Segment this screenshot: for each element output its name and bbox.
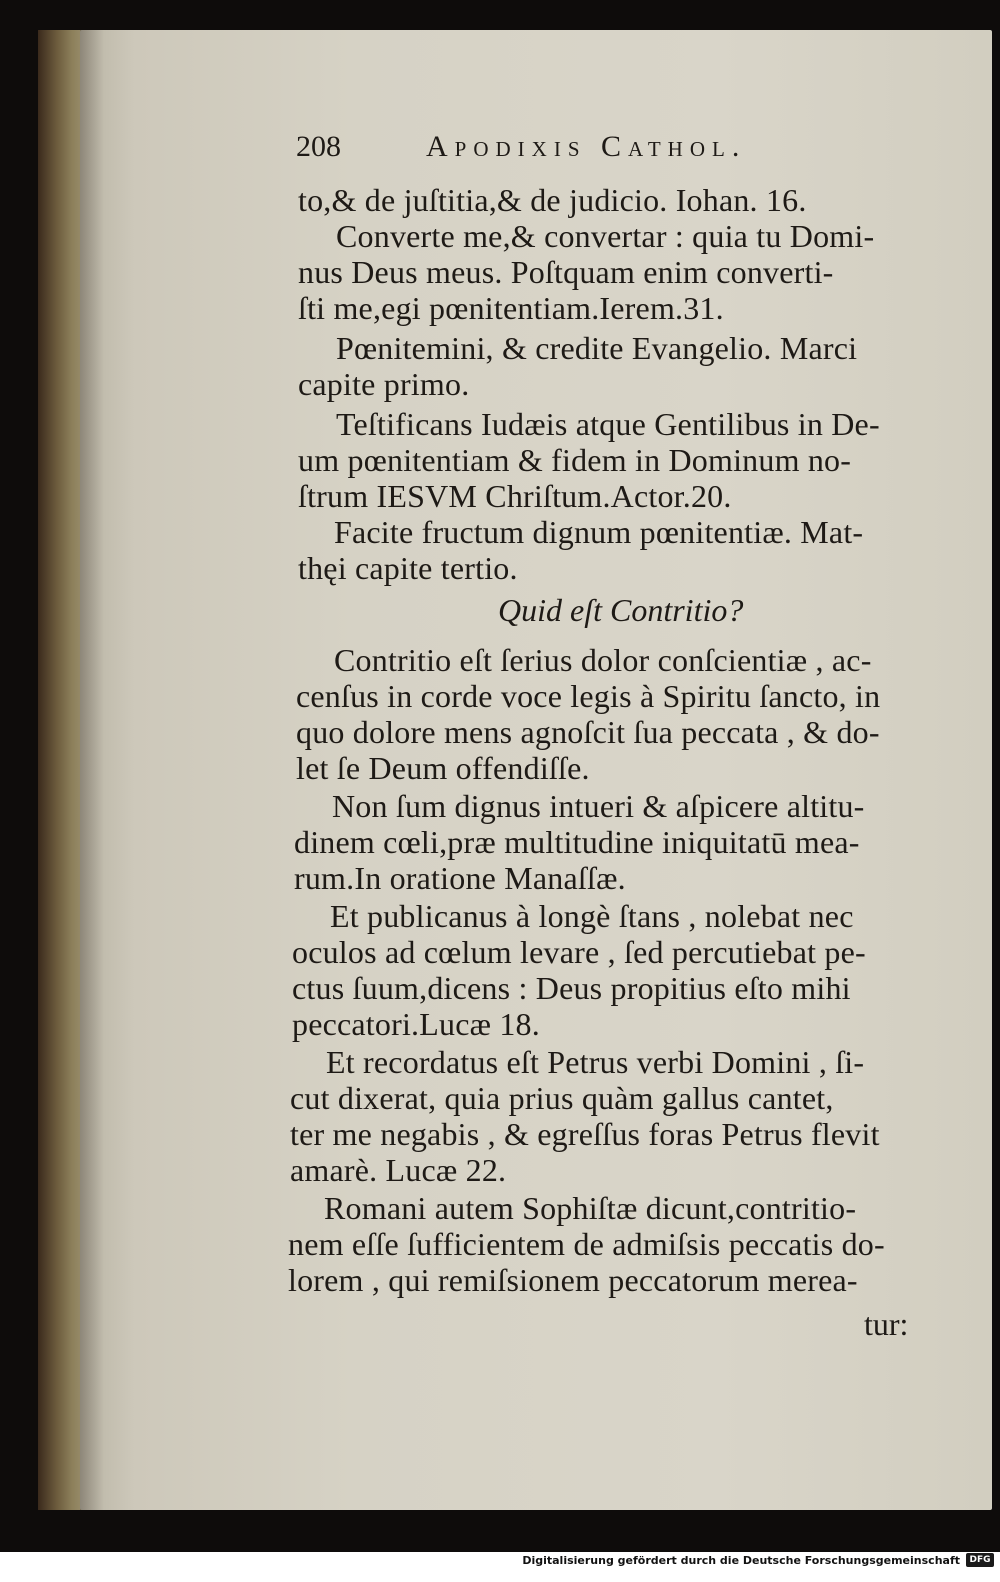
text-line: Non ſum dignus intueri & aſpicere altitu- [332, 788, 865, 824]
text-line: Converte me,& convertar : quia tu Domi- [336, 218, 875, 254]
text-line: ſtrum IESVM Chriſtum.Actor.20. [298, 478, 732, 514]
section-heading: Quid eſt Contritio? [498, 592, 744, 628]
text-line: Facite fructum dignum pœnitentiæ. Mat- [334, 514, 864, 550]
running-title: Apodixis Cathol. [426, 130, 747, 163]
text-line: um pœnitentiam & fidem in Dominum no- [298, 442, 852, 478]
text-line: to,& de juſtitia,& de judicio. Iohan. 16. [298, 182, 807, 218]
text-line: ter me negabis , & egreſſus foras Petrus flevit [290, 1116, 880, 1152]
gutter-shadow [80, 30, 104, 1510]
text-line: peccatori.Lucæ 18. [292, 1006, 540, 1042]
text-line: amarè. Lucæ 22. [290, 1152, 507, 1188]
footer-credit: Digitalisierung gefördert durch die Deutsche Forschungsgemeinschaft [522, 1554, 960, 1567]
text-line: Romani autem Sophiſtæ dicunt,contritio- [324, 1190, 857, 1226]
text-line: lorem , qui remiſsionem peccatorum merea- [288, 1262, 858, 1298]
text-line: capite primo. [298, 366, 470, 402]
text-line: Et recordatus eſt Petrus verbi Domini , ſi- [326, 1044, 865, 1080]
text-line: let ſe Deum offendiſſe. [296, 750, 590, 786]
text-line: nem eſſe ſufficientem de admiſsis peccatis do- [288, 1226, 885, 1262]
text-line: rum.In oratione Manaſſæ. [294, 860, 626, 896]
text-line: Pœnitemini, & credite Evangelio. Marci [336, 330, 858, 366]
text-line: Teſtificans Iudæis atque Gentilibus in De- [336, 406, 880, 442]
text-line: thęi capite tertio. [298, 550, 518, 586]
text-line: nus Deus meus. Poſtquam enim converti- [298, 254, 834, 290]
text-line: cut dixerat, quia prius quàm gallus cantet, [290, 1080, 834, 1116]
text-line: ctus ſuum,dicens : Deus propitius eſto mihi [292, 970, 851, 1006]
text-line: Et publicanus à longè ſtans , nolebat nec [330, 898, 854, 934]
text-line: oculos ad cœlum levare , ſed percutiebat pe- [292, 934, 866, 970]
text-line: dinem cœli,præ multitudine iniquitatū mea- [294, 824, 860, 860]
text-line: cenſus in corde voce legis à Spiritu ſancto, in [296, 678, 881, 714]
page-number: 208 [296, 130, 341, 163]
text-line: Contritio eſt ſerius dolor conſcientiæ , ac- [334, 642, 872, 678]
text-line: ſti me,egi pœnitentiam.Ierem.31. [298, 290, 724, 326]
dfg-logo: DFG [966, 1553, 994, 1567]
catchword: tur: [864, 1306, 909, 1342]
text-line: quo dolore mens agnoſcit ſua peccata , & do- [296, 714, 880, 750]
